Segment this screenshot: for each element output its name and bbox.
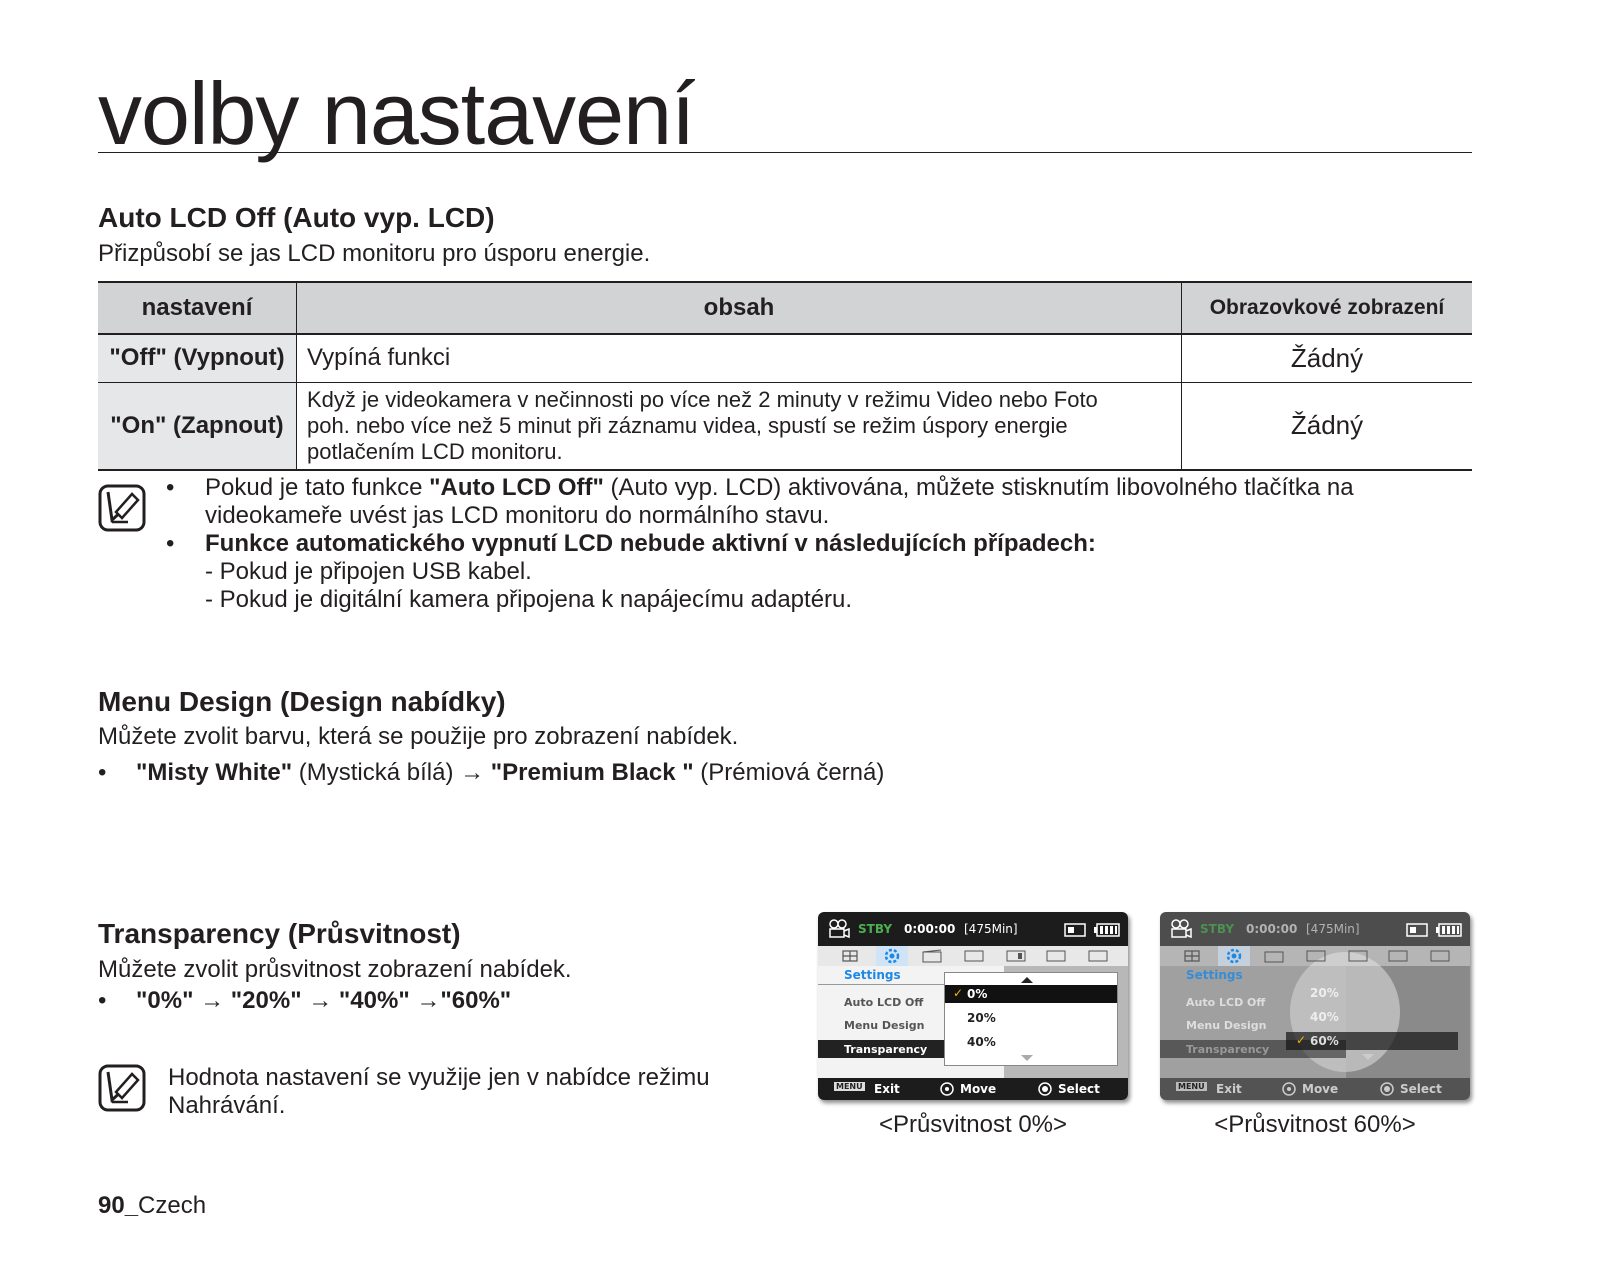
- option-item[interactable]: 60%: [1310, 1034, 1339, 1048]
- white-balance-icon: [1430, 949, 1450, 963]
- menu-item-auto-lcd-off[interactable]: Auto LCD Off: [1186, 996, 1266, 1009]
- option-bold: "Premium Black ": [484, 759, 694, 786]
- status-bar: [1160, 912, 1470, 946]
- table-cell-content-line: potlačením LCD monitoru.: [307, 438, 563, 464]
- option-bold: "0%" → "20%" → "40%" →"60%": [136, 987, 512, 1014]
- note-item: [166, 474, 1354, 502]
- menu-tab-row: [818, 946, 1128, 966]
- page-title: volby nastavení: [98, 64, 695, 163]
- move-icon: [1282, 1082, 1296, 1096]
- transparency-options: [98, 987, 511, 1015]
- table-header-setting: nastavení: [98, 282, 297, 334]
- grid-icon: [842, 950, 858, 962]
- settings-table: [98, 281, 1472, 471]
- note-subitem: - Pokud je digitální kamera připojena k napájecímu adaptéru.: [205, 586, 853, 613]
- table-cell-content: [297, 382, 1182, 470]
- move-label[interactable]: Move: [960, 1082, 997, 1096]
- scene-icon: [1264, 949, 1284, 963]
- footer-language: Czech: [138, 1192, 207, 1219]
- menu-title: Settings: [1186, 968, 1243, 982]
- aspect-ratio-icon: [1388, 949, 1408, 963]
- menu-design-options: [98, 759, 884, 787]
- bullet: •: [98, 987, 107, 1014]
- table-header-row: [98, 282, 1472, 334]
- option-item[interactable]: 40%: [1310, 1010, 1339, 1024]
- section-heading-transparency: Transparency (Průsvitnost): [98, 918, 461, 949]
- section-heading-menu-design: Menu Design (Design nabídky): [98, 686, 506, 717]
- table-cell-display: Žádný: [1182, 382, 1473, 470]
- camcorder-screen-0: [818, 912, 1128, 1100]
- option-text: (Mystická bílá): [292, 759, 461, 786]
- menu-tab-row: [1160, 946, 1470, 966]
- table-row: [98, 382, 1472, 470]
- option-popup: [944, 972, 1118, 1066]
- menu-item-transparency[interactable]: Transparency: [844, 1043, 928, 1056]
- select-label[interactable]: Select: [1058, 1082, 1100, 1096]
- grid-icon: [1184, 950, 1200, 962]
- transparency-note: [168, 1064, 710, 1120]
- table-cell-content-line: poh. nebo více než 5 minut při záznamu videa, spustí se režim úspory energie: [307, 412, 1068, 438]
- screen-caption: <Průsvitnost 60%>: [1214, 1111, 1416, 1138]
- status-label: STBY: [858, 922, 893, 936]
- quality-icon: [1006, 949, 1026, 963]
- note-text: Nahrávání.: [168, 1092, 286, 1119]
- select-icon: [1380, 1082, 1394, 1096]
- quality-icon: [1348, 949, 1368, 963]
- note-text-continued: videokameře uvést jas LCD monitoru do normálního stavu.: [205, 502, 830, 529]
- table-row: [98, 334, 1472, 382]
- select-label[interactable]: Select: [1400, 1082, 1442, 1096]
- table-header-display: Obrazovkové zobrazení: [1182, 282, 1473, 334]
- exit-label[interactable]: Exit: [874, 1082, 900, 1096]
- tab-settings[interactable]: [876, 946, 908, 966]
- status-bar: [818, 912, 1128, 946]
- button-guide-bar: [818, 1078, 1128, 1100]
- menu-item-auto-lcd-off[interactable]: Auto LCD Off: [844, 996, 924, 1009]
- tab-settings[interactable]: [1218, 946, 1250, 966]
- option-item[interactable]: 20%: [1310, 986, 1339, 1000]
- bullet: •: [166, 530, 175, 557]
- gear-icon: [1218, 946, 1250, 966]
- option-bold: "Misty White": [136, 759, 293, 786]
- button-guide-bar: [1160, 1078, 1470, 1100]
- option-item[interactable]: 40%: [967, 1035, 996, 1049]
- scene-icon: [922, 949, 942, 963]
- option-text: (Prémiová černá): [693, 759, 885, 786]
- table-cell-setting: "Off" (Vypnout): [98, 334, 297, 382]
- menu-key-icon: MENU: [1178, 1082, 1205, 1091]
- resolution-icon: [964, 949, 984, 963]
- table-cell-content: Vypíná funkci: [297, 334, 1182, 382]
- time-counter: 0:00:00: [904, 922, 956, 936]
- card-icon: [1064, 923, 1086, 937]
- white-balance-icon: [1088, 949, 1108, 963]
- table-cell-content-line: Když je videokamera v nečinnosti po více než 2 minuty v režimu Video nebo Foto: [307, 386, 1098, 412]
- move-icon: [940, 1082, 954, 1096]
- remaining-time: [475Min]: [964, 922, 1018, 936]
- section-description-auto-lcd: Přizpůsobí se jas LCD monitoru pro úsporu energie.: [98, 240, 651, 267]
- page-number: 90_: [98, 1192, 139, 1219]
- move-label[interactable]: Move: [1302, 1082, 1339, 1096]
- camera-icon: [828, 919, 850, 939]
- menu-title: Settings: [844, 968, 901, 982]
- card-icon: [1406, 923, 1428, 937]
- resolution-icon: [1306, 949, 1326, 963]
- table-header-content: obsah: [297, 282, 1182, 334]
- menu-key-icon: MENU: [836, 1082, 863, 1091]
- time-counter: 0:00:00: [1246, 922, 1298, 936]
- check-icon: ✓: [953, 986, 964, 1000]
- aspect-ratio-icon: [1046, 949, 1066, 963]
- title-divider: [98, 152, 1472, 153]
- note-text: Pokud je tato funkce: [205, 474, 430, 501]
- option-popup: [1286, 978, 1458, 1064]
- option-item[interactable]: 20%: [967, 1011, 996, 1025]
- page-footer: [98, 1192, 206, 1220]
- section-heading-auto-lcd: Auto LCD Off (Auto vyp. LCD): [98, 202, 495, 233]
- scroll-up-icon[interactable]: [1021, 977, 1033, 983]
- status-label: STBY: [1200, 922, 1235, 936]
- note-icon: [98, 484, 146, 532]
- gear-icon: [876, 946, 908, 966]
- section-description-transparency: Můžete zvolit průsvitnost zobrazení nabídek.: [98, 956, 572, 983]
- bullet: •: [166, 474, 175, 501]
- note-icon: [98, 1064, 146, 1112]
- battery-icon: [1436, 923, 1462, 937]
- select-icon: [1038, 1082, 1052, 1096]
- option-item[interactable]: 0%: [967, 987, 988, 1001]
- check-icon: ✓: [1296, 1033, 1307, 1047]
- note-subitem: - Pokud je připojen USB kabel.: [205, 558, 532, 585]
- bullet: •: [98, 759, 107, 786]
- note-text-bold: Funkce automatického vypnutí LCD nebude aktivní v následujících případech:: [205, 530, 1096, 557]
- note-text-bold: "Auto LCD Off": [429, 474, 604, 501]
- screen-caption: <Průsvitnost 0%>: [878, 1111, 1068, 1138]
- note-text: (Auto vyp. LCD) aktivována, můžete stisknutím libovolného tlačítka na: [603, 474, 1354, 501]
- camcorder-screen-60: [1160, 912, 1470, 1100]
- note-text: Hodnota nastavení se využije jen v nabídce režimu: [168, 1064, 710, 1091]
- menu-item-transparency[interactable]: Transparency: [1186, 1043, 1270, 1056]
- scroll-down-icon[interactable]: [1021, 1055, 1033, 1061]
- arrow-icon: →: [460, 759, 485, 786]
- section-description-menu-design: Můžete zvolit barvu, která se použije pro zobrazení nabídek.: [98, 723, 739, 750]
- scroll-down-icon[interactable]: [1362, 1054, 1374, 1060]
- remaining-time: [475Min]: [1306, 922, 1360, 936]
- camera-icon: [1170, 919, 1192, 939]
- table-cell-setting: "On" (Zapnout): [98, 382, 297, 470]
- battery-icon: [1094, 923, 1120, 937]
- menu-item-menu-design[interactable]: Menu Design: [844, 1019, 925, 1032]
- exit-label[interactable]: Exit: [1216, 1082, 1242, 1096]
- table-cell-display: Žádný: [1182, 334, 1473, 382]
- note-list-auto-lcd: [166, 474, 1354, 614]
- note-item: [166, 530, 1354, 558]
- menu-item-menu-design[interactable]: Menu Design: [1186, 1019, 1267, 1032]
